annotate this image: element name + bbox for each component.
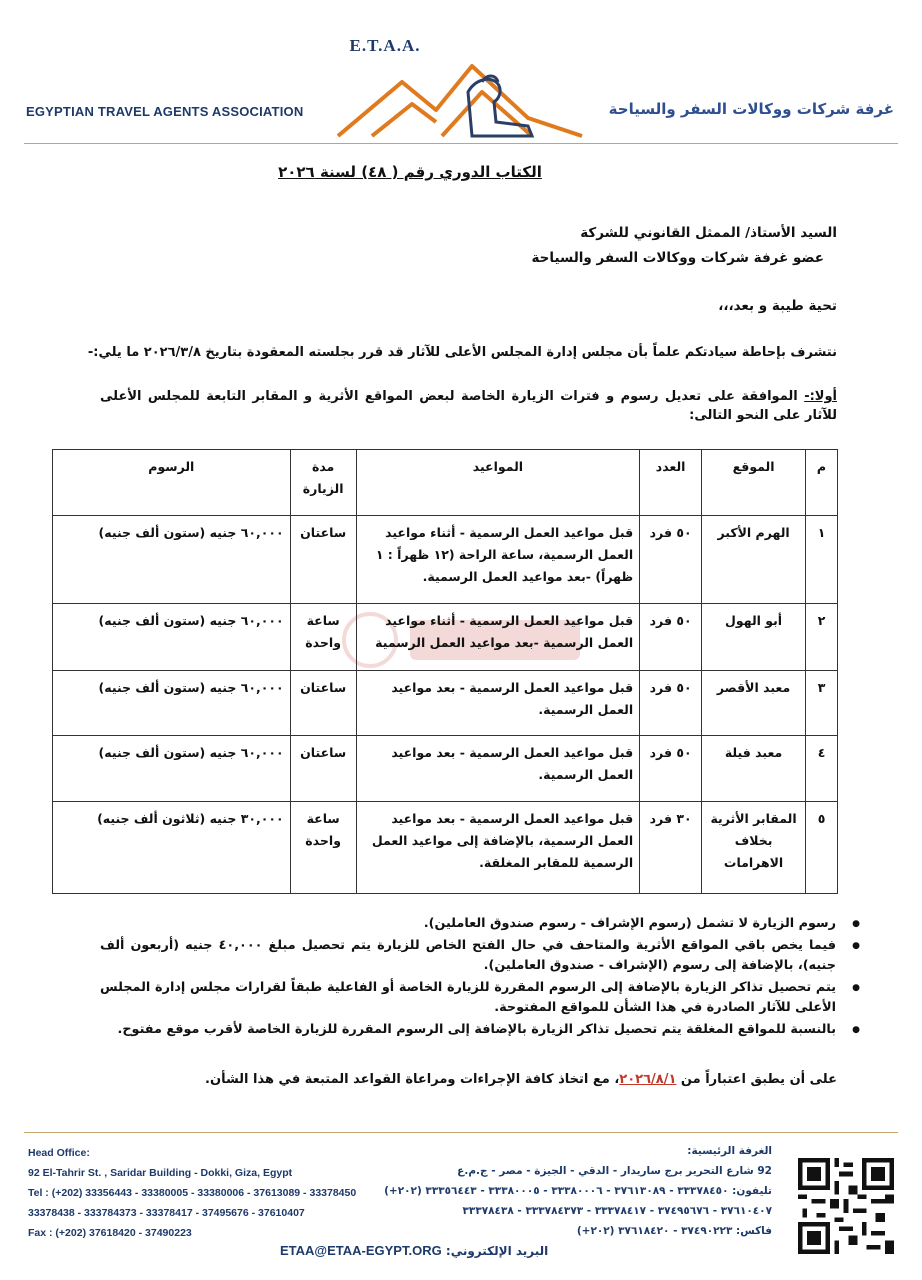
table-row [53, 516, 838, 604]
footer-divider [24, 1132, 898, 1133]
row-times: قبل مواعيد العمل الرسمية - بعد مواعيد العمل الرسمية. [356, 736, 640, 802]
row-fees: ٦٠,٠٠٠ جنيه (ستون ألف جنيه) [53, 516, 291, 604]
row-number: ٣ [806, 671, 838, 736]
row-site: معبد الأقصر [702, 671, 806, 736]
row-times: قبل مواعيد العمل الرسمية - بعد مواعيد العمل الرسمية، بالإضافة إلى مواعيد العمل الرسمية للمقابر المغلقة. [356, 802, 640, 894]
logo-abbreviation: E.T.A.A. [349, 36, 421, 55]
email-label: البريد الإلكتروني: [445, 1244, 549, 1258]
table-header-row [53, 450, 838, 516]
footer-contact-ar [384, 1141, 772, 1241]
row-count: ٥٠ فرد [640, 516, 702, 604]
notes-list [100, 914, 864, 1042]
row-times: قبل مواعيد العمل الرسمية - أثناء مواعيد العمل الرسمية -بعد مواعيد العمل الرسمية [356, 604, 640, 671]
header-duration: مدة الزيارة [290, 450, 356, 516]
first-item-paragraph [100, 387, 837, 425]
address-ar: 92 شارع التحرير برج ساريدار - الدقي - الجيزة - مصر - ج.م.ع [457, 1165, 772, 1177]
list-item: ● يتم تحصيل تذاكر الزيارة بالإضافة إلى الرسوم المقررة للزيارة الخاصة أو الفاعلية طبقاً لقرارات مجلس إدارة المجلس الأعلى للآثار الصادرة في هذا الشأن للمواقع المفتوحة. [100, 978, 864, 1018]
row-number: ١ [806, 516, 838, 604]
tel-en-1: Tel : (+202) 33356443 - 33380005 - 33380006 - 37613089 - 33378450 [28, 1187, 357, 1199]
closing-paragraph [205, 1072, 837, 1087]
table-row [53, 604, 838, 671]
row-times: قبل مواعيد العمل الرسمية - أثناء مواعيد العمل الرسمية، ساعة الراحة (١٢ ظهراً : ١ ظهراً) -بعد مواعيد العمل الرسمية. [356, 516, 640, 604]
list-item: ● رسوم الزيارة لا تشمل (رسوم الإشراف - رسوم صندوق العاملين). [100, 914, 864, 934]
email-link[interactable]: ETAA@ETAA-EGYPT.ORG [280, 1243, 442, 1258]
association-name-ar: غرفة شركات ووكالات السفر والسياحة [608, 100, 894, 118]
row-fees: ٦٠,٠٠٠ جنيه (ستون ألف جنيه) [53, 604, 291, 671]
first-item-text: الموافقة على تعديل رسوم و فترات الزيارة الخاصة لبعض المواقع الأثرية و المقابر التابعة للمجلس الأعلى للآثار على النحو التالى: [100, 389, 837, 423]
qr-code-icon [798, 1158, 894, 1254]
list-item: ● بالنسبة للمواقع المغلقة يتم تحصيل تذاكر الزيارة بالإضافة إلى الرسوم المقررة للزيارة الخاصة لأقرب موقع مفتوح. [100, 1020, 864, 1040]
fees-table [52, 449, 838, 894]
row-duration: ساعتان [290, 736, 356, 802]
header-site: الموقع [702, 450, 806, 516]
row-site: الهرم الأكبر [702, 516, 806, 604]
association-name-en: EGYPTIAN TRAVEL AGENTS ASSOCIATION [26, 104, 304, 119]
row-number: ٤ [806, 736, 838, 802]
row-count: ٣٠ فرد [640, 802, 702, 894]
row-fees: ٦٠,٠٠٠ جنيه (ستون ألف جنيه) [53, 736, 291, 802]
fax-en: Fax : (+202) 37618420 - 37490223 [28, 1227, 192, 1239]
addressee-line-1: السيد الأستاذ/ الممثل القانوني للشركة [580, 225, 837, 241]
effective-date: ٢٠٢٦/٨/١ [619, 1072, 677, 1087]
tel-en-2: 33378438 - 333784373 - 33378417 - 37495676 - 37610407 [28, 1207, 305, 1219]
row-count: ٥٠ فرد [640, 604, 702, 671]
list-item: ● فيما يخص باقي المواقع الأثرية والمتاحف في حال الفتح الخاص للزيارة يتم تحصيل مبلغ ٤٠,٠٠٠ جنيه (أربعون ألف جنيه)، بالإضافة إلى رسوم (الإشراف - صندوق العاملين). [100, 936, 864, 976]
row-number: ٢ [806, 604, 838, 671]
row-duration: ساعة واحدة [290, 802, 356, 894]
row-duration: ساعتان [290, 671, 356, 736]
footer-email [280, 1243, 548, 1258]
footer-contact-en [28, 1143, 356, 1243]
row-duration: ساعة واحدة [290, 604, 356, 671]
tel-ar-2: ٣٧٦١٠٤٠٧ - ٣٧٤٩٥٦٧٦ - ٣٣٣٧٨٤١٧ - ٣٣٣٧٨٤٣٧٣ - ٣٣٣٧٨٤٣٨ [462, 1205, 772, 1217]
table-row [53, 671, 838, 736]
table-row [53, 736, 838, 802]
row-site: المقابر الأثرية بخلاف الاهرامات [702, 802, 806, 894]
intro-paragraph: نتشرف بإحاطة سيادتكم علماً بأن مجلس إدارة المجلس الأعلى للآثار قد قرر بجلسته المعقودة بتاريخ ٢٠٢٦/٣/٨ ما يلي:- [87, 345, 837, 360]
row-times: قبل مواعيد العمل الرسمية - بعد مواعيد العمل الرسمية. [356, 671, 640, 736]
row-site: أبو الهول [702, 604, 806, 671]
header-m: م [806, 450, 838, 516]
closing-before: على أن يطبق اعتباراً من [676, 1072, 837, 1087]
greeting: تحية طيبة و بعد،،، [718, 298, 837, 314]
closing-after: ، مع اتخاذ كافة الإجراءات ومراعاة القواعد المتبعة في هذا الشأن. [205, 1072, 620, 1087]
row-fees: ٦٠,٠٠٠ جنيه (ستون ألف جنيه) [53, 671, 291, 736]
row-fees: ٣٠,٠٠٠ جنيه (ثلاثون ألف جنيه) [53, 802, 291, 894]
row-number: ٥ [806, 802, 838, 894]
document-title: الكتاب الدوري رقم ( ٤٨) لسنة ٢٠٢٦ [278, 163, 542, 181]
head-office-label: Head Office: [28, 1147, 90, 1159]
table-row [53, 802, 838, 894]
address-en: 92 El-Tahrir St. , Saridar Building - Dokki, Giza, Egypt [28, 1167, 293, 1179]
row-site: معبد فيلة [702, 736, 806, 802]
fax-ar: فاكس: ٣٧٤٩٠٢٢٣ - ٣٧٦١٨٤٢٠ (٢٠٢+) [576, 1225, 772, 1237]
header-count: العدد [640, 450, 702, 516]
head-office-label-ar: الغرفة الرئيسية: [687, 1145, 772, 1157]
header-fees: الرسوم [53, 450, 291, 516]
pyramids-sphinx-logo [332, 52, 602, 142]
header-times: المواعيد [356, 450, 640, 516]
row-count: ٥٠ فرد [640, 671, 702, 736]
first-item-label: أولا:- [804, 389, 837, 404]
header-divider [24, 143, 898, 144]
row-count: ٥٠ فرد [640, 736, 702, 802]
addressee-line-2: عضو غرفة شركات ووكالات السفر والسياحة [531, 250, 824, 266]
tel-ar-1: تليفون: ٣٣٣٧٨٤٥٠ - ٣٧٦١٣٠٨٩ - ٣٣٣٨٠٠٠٦ - ٣٣٣٨٠٠٠٥ - ٣٣٣٥٦٤٤٣ (٢٠٢+) [384, 1185, 772, 1197]
row-duration: ساعتان [290, 516, 356, 604]
